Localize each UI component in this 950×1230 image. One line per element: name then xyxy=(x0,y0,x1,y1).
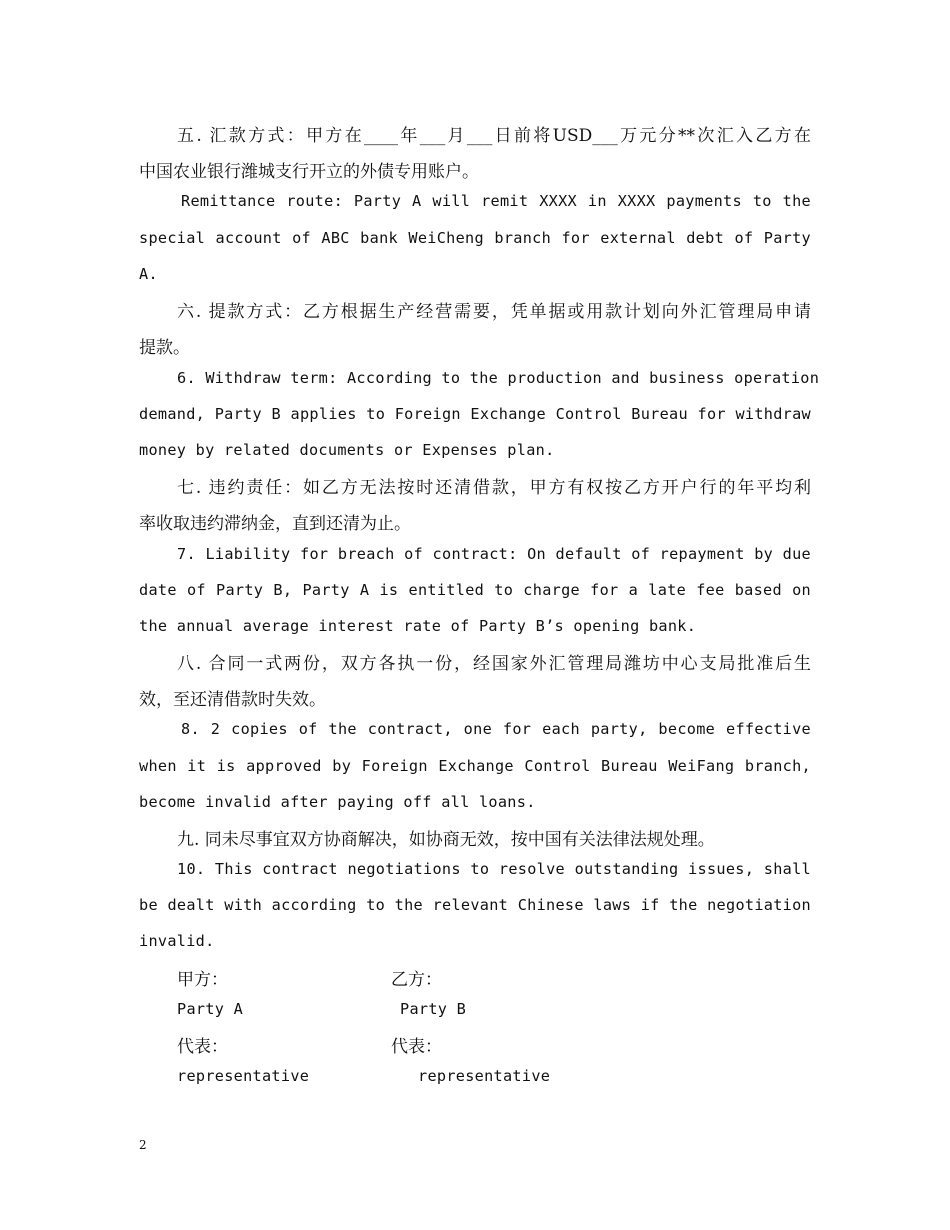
section-8-en-line-3: become invalid after paying off all loans. xyxy=(139,793,536,811)
party-b-en-label: Party B xyxy=(400,1000,467,1018)
section-6-en-line-1: 6. Withdraw term: According to the production and business operation xyxy=(177,369,820,387)
section-8-cn-line-2: 效，至还清借款时失效。 xyxy=(139,690,326,710)
section-5-cn-line-2: 中国农业银行潍城支行开立的外债专用账户。 xyxy=(139,162,479,182)
section-5-en-line-1: Remittance route: Party A will remit XXXX in XXXX payments to the xyxy=(181,192,811,210)
section-5-en-line-2: special account of ABC bank WeiCheng branch for external debt of Party xyxy=(139,229,811,247)
section-10-en-line-1: 10. This contract negotiations to resolve outstanding issues, shall xyxy=(177,860,811,878)
rep-a-en-label: representative xyxy=(177,1067,310,1085)
section-7-en-line-2: date of Party B, Party A is entitled to charge for a late fee based on xyxy=(139,581,811,599)
section-7-en-line-3: the annual average interest rate of Party B’s opening bank. xyxy=(139,617,697,635)
party-b-cn-label: 乙方： xyxy=(391,970,442,990)
section-10-en-line-3: invalid. xyxy=(139,932,215,950)
section-6-en-line-3: money by related documents or Expenses plan. xyxy=(139,441,555,459)
section-5-cn-line-1: 五. 汇款方式：甲方在____年___月___日前将USD___万元分**次汇入乙方在 xyxy=(177,126,811,146)
rep-b-en-label: representative xyxy=(418,1067,551,1085)
section-7-cn-line-1: 七. 违约责任：如乙方无法按时还清借款，甲方有权按乙方开户行的年平均利 xyxy=(177,478,811,498)
section-8-en-line-1: 8. 2 copies of the contract, one for each party, become effective xyxy=(181,720,811,738)
section-6-en-line-2: demand, Party B applies to Foreign Exchange Control Bureau for withdraw xyxy=(139,405,811,423)
party-a-cn-label: 甲方： xyxy=(177,970,228,990)
section-7-cn-line-2: 率收取违约滞纳金，直到还清为止。 xyxy=(139,514,411,534)
section-8-cn-line-1: 八. 合同一式两份，双方各执一份，经国家外汇管理局潍坊中心支局批准后生 xyxy=(177,654,811,674)
rep-a-cn-label: 代表： xyxy=(177,1037,228,1057)
section-10-en-line-2: be dealt with according to the relevant Chinese laws if the negotiation xyxy=(139,896,811,914)
party-a-en-label: Party A xyxy=(177,1000,244,1018)
section-7-en-line-1: 7. Liability for breach of contract: On default of repayment by due xyxy=(177,545,811,563)
section-6-cn-line-2: 提款。 xyxy=(139,338,190,358)
section-8-en-line-2: when it is approved by Foreign Exchange Control Bureau WeiFang branch, xyxy=(139,757,811,775)
page-number: 2 xyxy=(139,1138,147,1152)
section-5-en-line-3: A. xyxy=(139,265,158,283)
section-6-cn-line-1: 六. 提款方式：乙方根据生产经营需要，凭单据或用款计划向外汇管理局申请 xyxy=(177,302,811,322)
rep-b-cn-label: 代表： xyxy=(391,1037,442,1057)
section-9-cn-line-1: 九. 同未尽事宜双方协商解决，如协商无效，按中国有关法律法规处理。 xyxy=(177,830,715,850)
